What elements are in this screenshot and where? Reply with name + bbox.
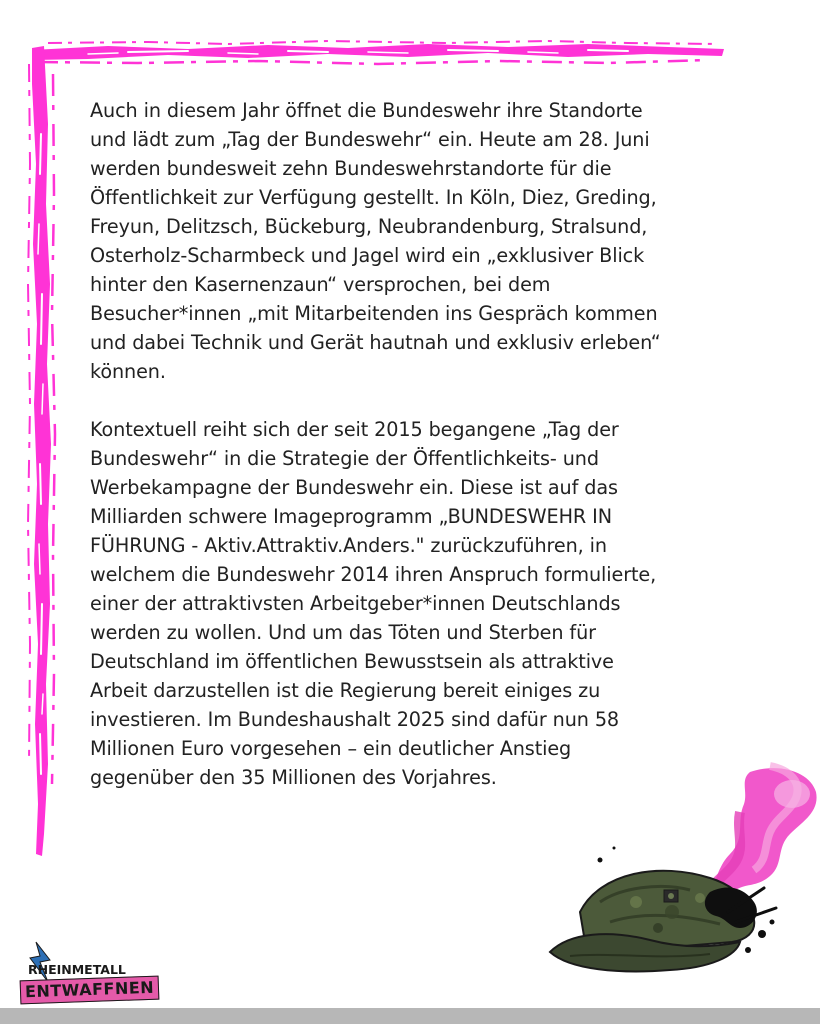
paragraph-1 [90, 96, 750, 386]
logo-line-rheinmetall: RHEINMETALL [28, 962, 126, 977]
paragraph-2 [90, 415, 750, 792]
text-line: Milliarden schwere Imageprogramm „BUNDESWEHR IN [90, 505, 612, 528]
paragraph-gap [90, 386, 750, 415]
article-body [90, 96, 750, 792]
text-line: Deutschland im öffentlichen Bewusstsein als attraktive [90, 650, 614, 673]
military-cap-smoke-illustration [540, 752, 820, 1012]
frame-left-brush-stroke [26, 44, 58, 864]
text-line: Bundeswehr“ in die Strategie der Öffentlichkeits- und [90, 447, 599, 470]
text-line: Besucher*innen „mit Mitarbeitenden ins Gespräch kommen [90, 302, 658, 325]
text-line: investieren. Im Bundeshaushalt 2025 sind dafür nun 58 [90, 708, 620, 731]
text-line: Osterholz-Scharmbeck und Jagel wird ein „exklusiver Blick [90, 244, 645, 267]
text-line: einer der attraktivsten Arbeitgeber*innen Deutschlands [90, 592, 621, 615]
text-line: welchem die Bundeswehr 2014 ihren Anspruch formulierte, [90, 563, 657, 586]
text-line: und lädt zum „Tag der Bundeswehr“ ein. Heute am 28. Juni [90, 128, 650, 151]
frame-top-brush-stroke [28, 40, 728, 66]
text-line: Millionen Euro vorgesehen – ein deutlicher Anstieg [90, 737, 572, 760]
text-line: werden bundesweit zehn Bundeswehrstandorte für die [90, 157, 612, 180]
text-line: hinter den Kasernenzaun“ versprochen, bei dem [90, 273, 551, 296]
text-line: können. [90, 360, 166, 383]
text-line: Auch in diesem Jahr öffnet die Bundeswehr ihre Standorte [90, 99, 643, 122]
text-line: gegenüber den 35 Millionen des Vorjahres. [90, 766, 497, 789]
bottom-bar [0, 1008, 820, 1024]
text-line: Kontextuell reiht sich der seit 2015 begangene „Tag der [90, 418, 619, 441]
text-line: werden zu wollen. Und um das Töten und Sterben für [90, 621, 596, 644]
text-line: Öffentlichkeit zur Verfügung gestellt. In Köln, Diez, Greding, [90, 186, 657, 209]
logo-line-entwaffnen: ENTWAFFNEN [20, 976, 160, 1005]
text-line: und dabei Technik und Gerät hautnah und exklusiv erleben“ [90, 331, 661, 354]
text-line: Werbekampagne der Bundeswehr ein. Diese ist auf das [90, 476, 618, 499]
text-line: Freyun, Delitzsch, Bückeburg, Neubrandenburg, Stralsund, [90, 215, 648, 238]
text-line: Arbeit darzustellen ist die Regierung bereit einiges zu [90, 679, 601, 702]
text-line: FÜHRUNG - Aktiv.Attraktiv.Anders." zurückzuführen, in [90, 534, 607, 557]
